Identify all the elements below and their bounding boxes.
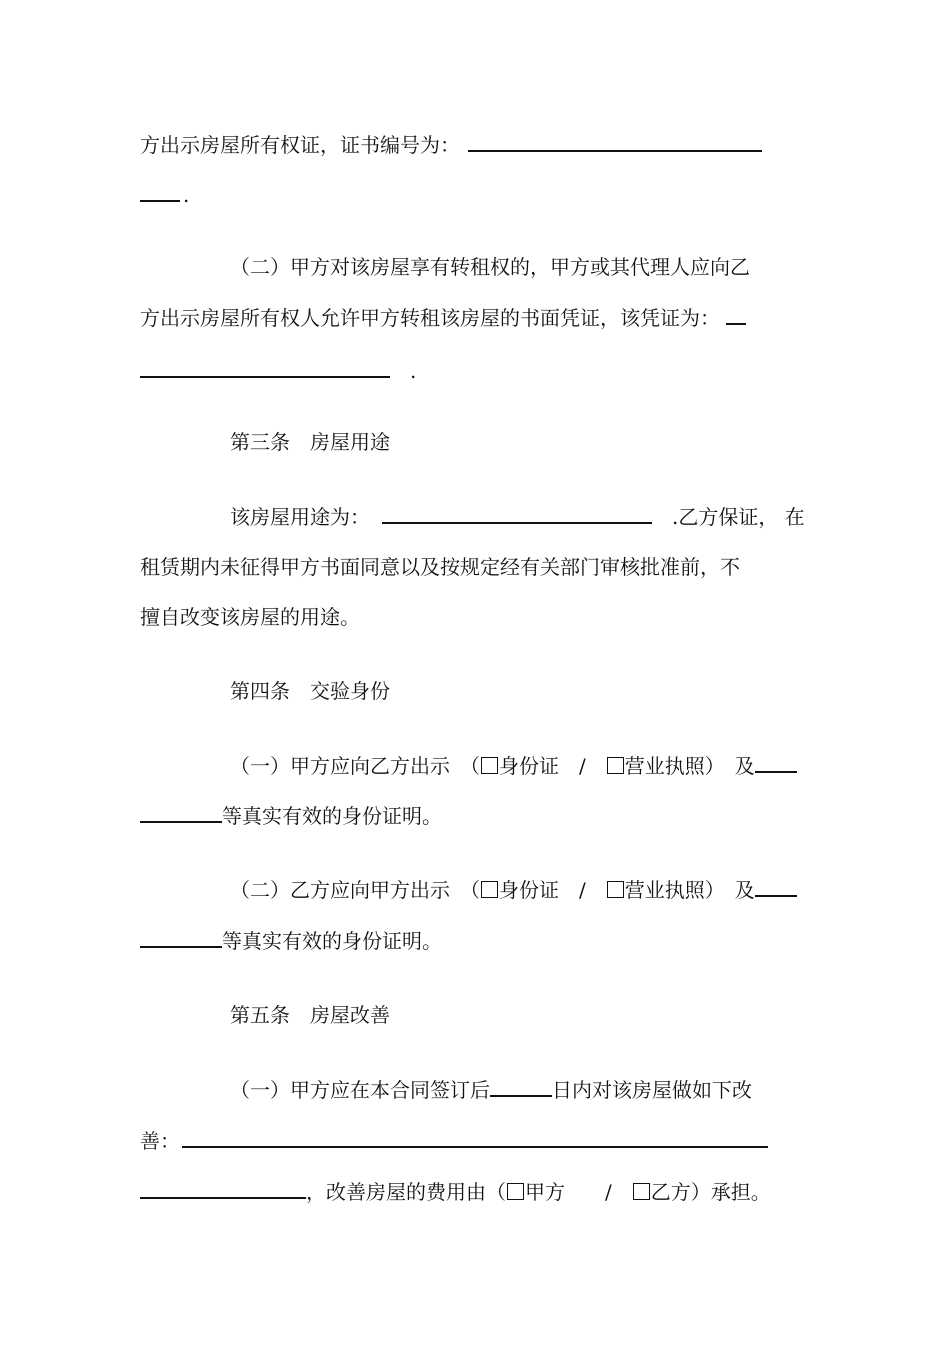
line-tail: . <box>410 359 417 383</box>
option-label: 营业执照） 及 <box>624 754 755 778</box>
text-line <box>140 356 416 385</box>
text-line <box>140 1126 768 1155</box>
text-line <box>140 926 442 955</box>
blank-sublet-proof-cont <box>140 356 390 378</box>
blank-certificate-number <box>468 130 762 152</box>
checkbox-id-card[interactable] <box>481 881 498 898</box>
line-text: 方出示房屋所有权人允许甲方转租该房屋的书面凭证，该凭证为： <box>140 306 720 330</box>
text-line <box>140 1177 771 1206</box>
blank-other-id-cont <box>140 926 222 948</box>
blank-other-id <box>755 875 797 897</box>
line-text: 该房屋用途为： <box>230 505 370 529</box>
text-line <box>230 751 797 780</box>
option-label: 乙方）承担。 <box>650 1180 771 1204</box>
text-line <box>230 253 750 281</box>
blank-other-id-cont <box>140 801 222 823</box>
line-tail: . <box>183 183 190 207</box>
blank-days <box>490 1075 552 1097</box>
blank-sublet-proof <box>726 303 746 325</box>
line-text: （一）甲方应在本合同签订后 <box>230 1078 490 1102</box>
blank-improvements <box>182 1126 768 1148</box>
text-line <box>140 801 442 830</box>
line-text: （二）甲方对该房屋享有转租权的，甲方或其代理人应向乙 <box>230 255 750 279</box>
article-heading <box>230 428 390 456</box>
blank-certificate-number-cont <box>140 180 180 202</box>
checkbox-party-b[interactable] <box>633 1183 650 1200</box>
blank-other-id <box>755 751 797 773</box>
text-line <box>140 303 746 332</box>
text-line <box>230 875 797 904</box>
line-text: 方出示房屋所有权证，证书编号为： <box>140 133 460 157</box>
article-heading <box>230 677 390 705</box>
option-label: 营业执照） 及 <box>624 878 755 902</box>
line-tail: 等真实有效的身份证明。 <box>222 804 442 828</box>
option-label: 身份证 / <box>499 754 606 778</box>
line-text: 擅自改变该房屋的用途。 <box>140 605 360 629</box>
checkbox-business-license[interactable] <box>607 881 624 898</box>
heading-text: 第五条 房屋改善 <box>230 1003 390 1027</box>
line-tail: 日内对该房屋做如下改 <box>552 1078 752 1102</box>
option-label: 甲方 / <box>525 1180 632 1204</box>
blank-house-usage <box>382 502 652 524</box>
text-line <box>230 1075 752 1104</box>
line-text: 善： <box>140 1129 180 1153</box>
line-text: （二）乙方应向甲方出示 （ <box>230 878 480 902</box>
text-line <box>140 130 762 159</box>
heading-text: 第四条 交验身份 <box>230 679 390 703</box>
checkbox-party-a[interactable] <box>507 1183 524 1200</box>
line-tail: 等真实有效的身份证明。 <box>222 929 442 953</box>
line-text: （一）甲方应向乙方出示 （ <box>230 754 480 778</box>
checkbox-business-license[interactable] <box>607 757 624 774</box>
heading-text: 第三条 房屋用途 <box>230 430 390 454</box>
line-tail: ，改善房屋的费用由（ <box>306 1180 506 1204</box>
text-line <box>230 502 805 531</box>
text-line <box>140 180 189 209</box>
text-line <box>140 603 360 631</box>
option-label: 身份证 / <box>499 878 606 902</box>
article-heading <box>230 1001 390 1029</box>
line-tail: .乙方保证， 在 <box>672 505 805 529</box>
line-text: 租赁期内未征得甲方书面同意以及按规定经有关部门审核批准前，不 <box>140 555 740 579</box>
text-line <box>140 553 740 581</box>
blank-improvements-cont <box>140 1177 306 1199</box>
checkbox-id-card[interactable] <box>481 757 498 774</box>
